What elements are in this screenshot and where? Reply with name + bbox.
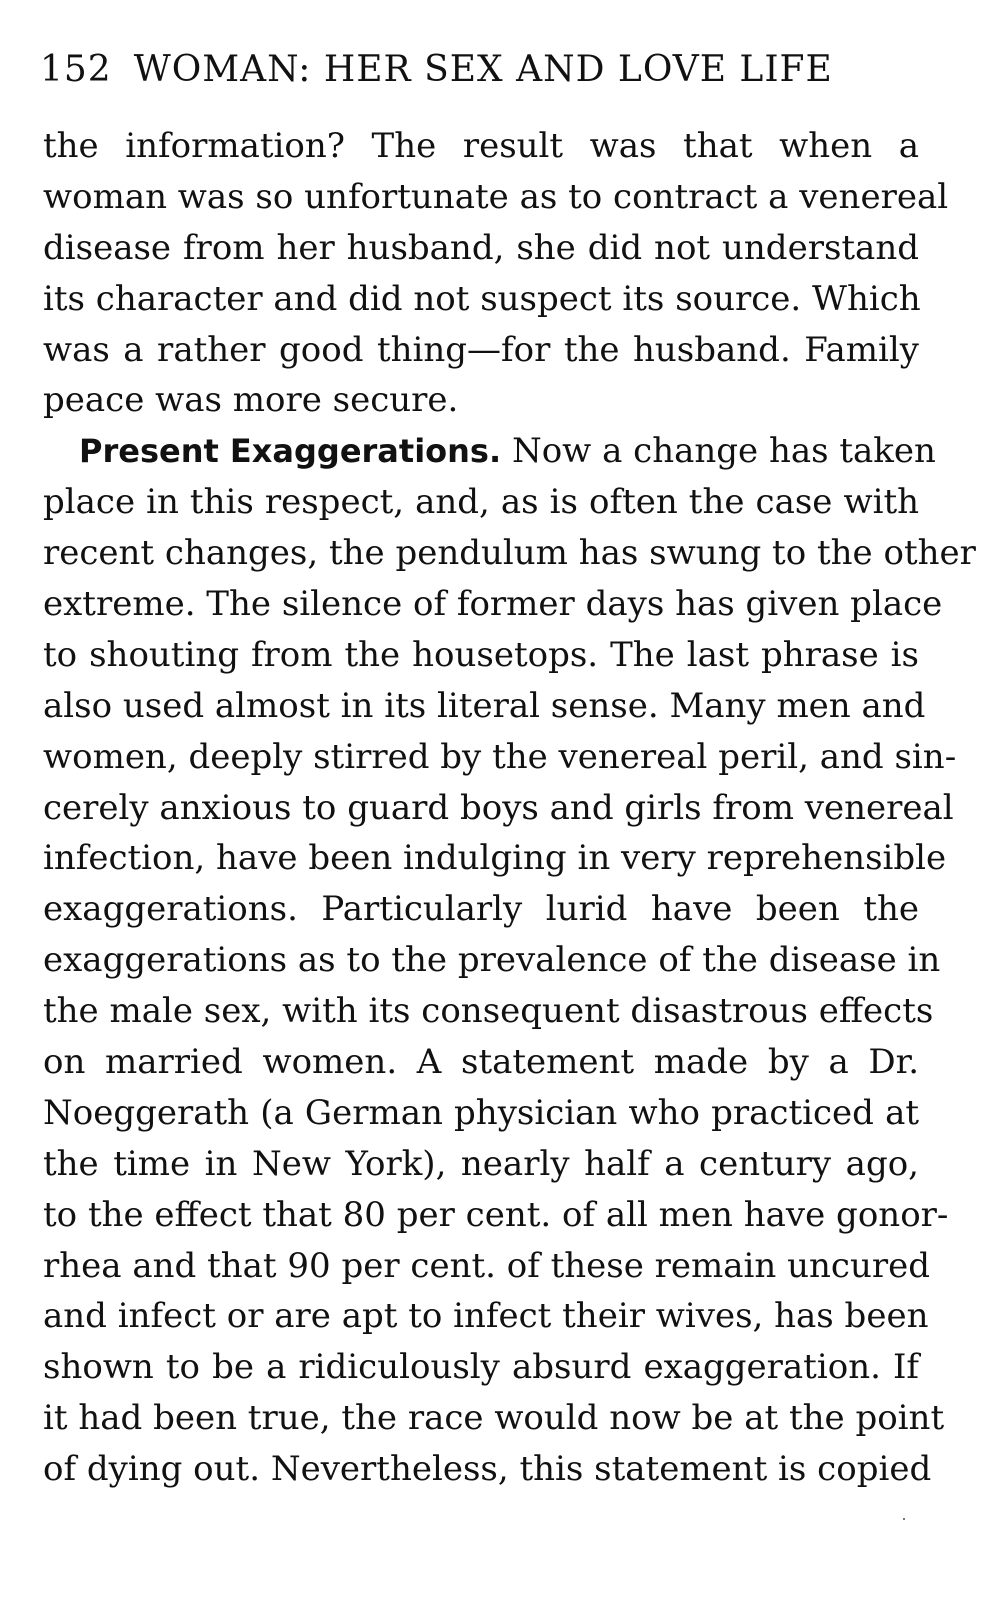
text-line: infection, have been indulging in very reprehensible [43,838,947,879]
running-title: WOMAN: HER SEX AND LOVE LIFE [133,49,833,90]
text-line: women, deeply stirred by the venereal peril, and sin- [43,736,957,777]
text-line: recent changes, the pendulum has swung to the other [43,533,976,574]
text-line: it had been true, the race would now be at the point [43,1398,945,1439]
text-line: was a rather good thing—for the husband. Family [43,329,919,370]
text-line: disease from her husband, she did not understand [43,227,919,268]
text-line: extreme. The silence of former days has given place [43,584,943,625]
text-line: to shouting from the housetops. The last phrase is [43,634,919,675]
text-line: also used almost in its literal sense. Many men and [43,685,926,726]
heading-line-text: Now a change has taken [511,431,936,472]
text-line-with-heading [43,426,936,477]
text-line: the time in New York), nearly half a century ago, [43,1143,919,1184]
text-line: cerely anxious to guard boys and girls from venereal [43,787,954,828]
text-line: peace was more secure. [43,380,459,421]
text-line: exaggerations. Particularly lurid have been the [43,889,919,930]
running-header [40,42,920,98]
page-number: 152 [40,49,112,90]
section-heading: Present Exaggerations. [79,432,502,471]
text-line: shown to be a ridiculously absurd exaggeration. If [43,1347,919,1388]
body-text [43,121,976,1546]
text-line: exaggerations as to the prevalence of the disease in [43,940,941,981]
scan-speck [903,1518,905,1520]
text-line: its character and did not suspect its source. Which [43,278,921,319]
text-line: the information? The result was that when a [43,126,919,166]
text-line [43,1495,919,1546]
text-line: to the effect that 80 per cent. of all men have gonor- [43,1194,949,1235]
text-line: place in this respect, and, as is often the case with [43,482,919,523]
text-line: the male sex, with its consequent disastrous effects [43,991,934,1032]
text-line: rhea and that 90 per cent. of these remain uncured [43,1245,931,1286]
text-line: Noeggerath (a German physician who practiced at [43,1092,919,1133]
text-line: of dying out. Nevertheless, this statement is copied [43,1449,932,1490]
text-line: and infect or are apt to infect their wives, has been [43,1296,929,1337]
paragraph-1 [43,121,949,426]
paragraph-2 [43,426,976,1546]
text-line: woman was so unfortunate as to contract a venereal [43,176,949,217]
text-line: on married women. A statement made by a Dr. [43,1042,919,1083]
